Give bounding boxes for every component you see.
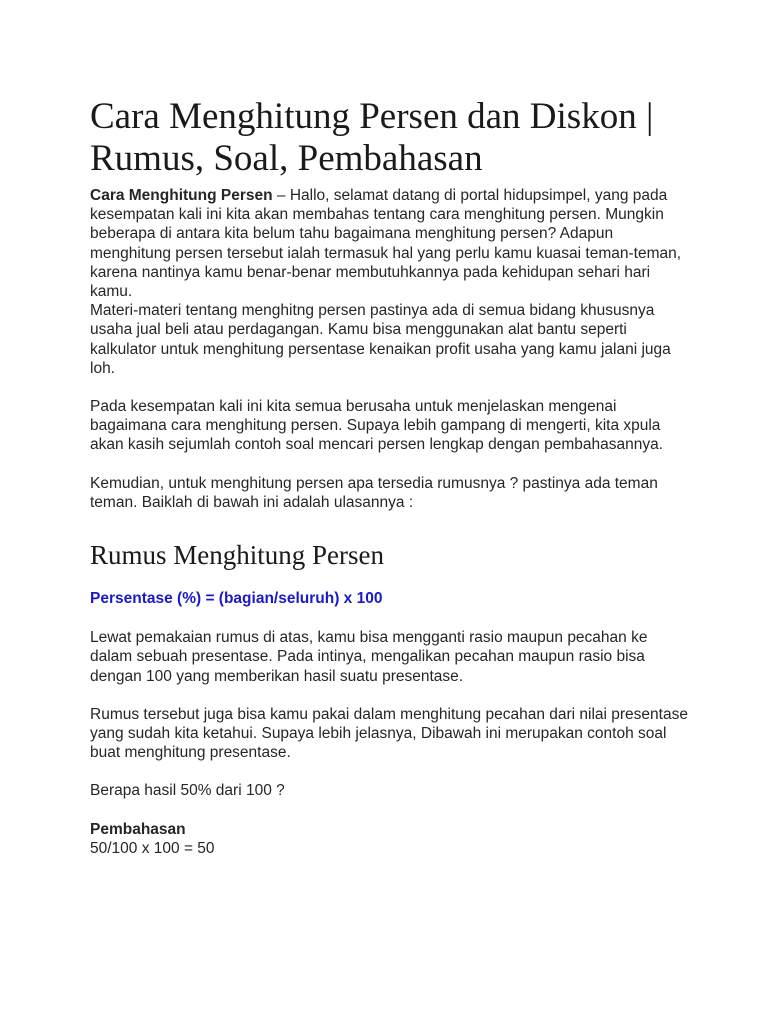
section-heading: Rumus Menghitung Persen <box>90 540 384 571</box>
paragraph-kesempatan: Pada kesempatan kali ini kita semua berusaha untuk menjelaskan mengenai bagaimana cara menghitung persen. Supaya lebih gampang di mengerti, kita xpula akan kasih sejumlah contoh soal mencari persen lengkap dengan pembahasannya. <box>90 398 664 454</box>
paragraph-lewat: Lewat pemakaian rumus di atas, kamu bisa mengganti rasio maupun pecahan ke dalam sebuah presentase. Pada intinya, mengalikan pecahan maupun rasio bisa dengan 100 yang memberikan hasil suatu presentase. <box>90 629 648 685</box>
article-title: Cara Menghitung Persen dan Diskon | Rumus, Soal, Pembahasan <box>90 96 654 179</box>
paragraph-materi: Materi-materi tentang menghitng persen pastinya ada di semua bidang khususnya usaha jual beli atau perdagangan. Kamu bisa menggunakan alat bantu seperti kalkulator untuk menghitung persentase kenaikan profit usaha yang kamu jalani juga loh. <box>90 302 671 377</box>
formula: Persentase (%) = (bagian/seluruh) x 100 <box>90 590 383 608</box>
spacer <box>90 512 690 539</box>
answer-heading: Pembahasan <box>90 820 186 838</box>
answer: 50/100 x 100 = 50 <box>90 839 215 857</box>
paragraph-rumus: Rumus tersebut juga bisa kamu pakai dalam menghitung pecahan dari nilai presentase yang sudah kita ketahui. Supaya lebih jelasnya, Dibawah ini merupakan contoh soal buat menghitung presentase. <box>90 705 688 762</box>
intro-paragraph <box>90 186 690 301</box>
document-page <box>90 96 690 858</box>
question: Berapa hasil 50% dari 100 ? <box>90 782 285 800</box>
intro-bold-term: Cara Menghitung Persen <box>90 187 273 204</box>
intro-text: – Hallo, selamat datang di portal hidupsimpel, yang pada kesempatan kali ini kita akan membahas tentang cara menghitung persen. Mungkin beberapa di antara kita belum tahu bagaimana menghitung persen? Adapun menghitung persen tersebut ialah termasuk hal yang perlu kamu kuasai teman-teman, karena nantinya kamu benar-benar membutuhkannya pada kehidupan sehari hari kamu. <box>90 187 682 301</box>
paragraph-kemudian: Kemudian, untuk menghitung persen apa tersedia rumusnya ? pastinya ada teman teman. Baiklah di bawah ini adalah ulasannya : <box>90 474 658 511</box>
